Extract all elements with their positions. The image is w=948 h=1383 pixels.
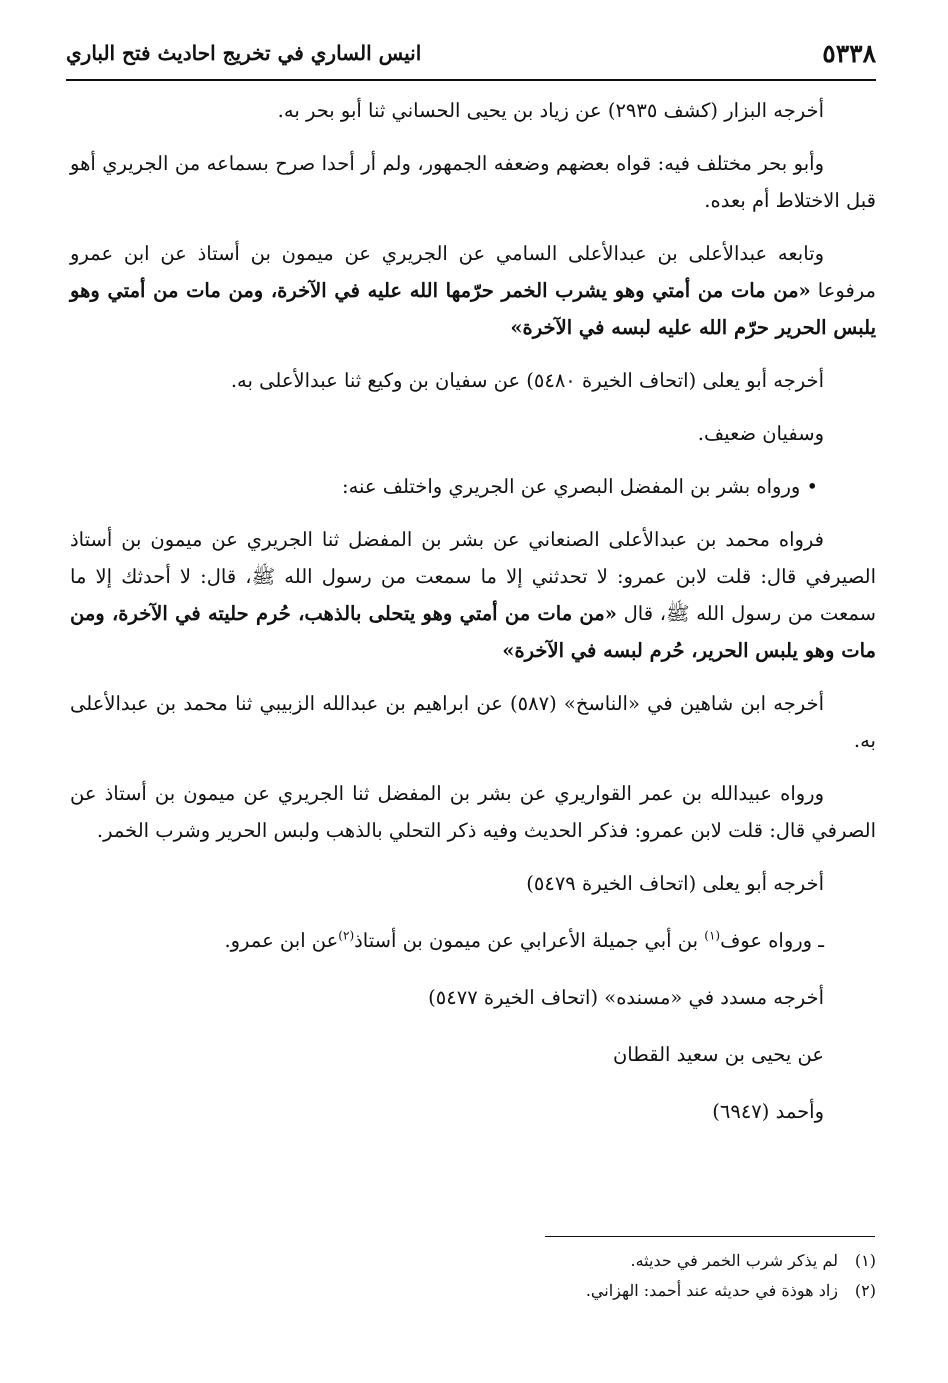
footnote-ref[interactable]: (١) [704,928,721,943]
paragraph: أخرجه أبو يعلى (اتحاف الخيرة ٥٤٨٠) عن سفيان بن وكيع ثنا عبدالأعلى به. [230,369,824,392]
paragraph: أخرجه مسدد في «مسنده» (اتحاف الخيرة ٥٤٧٧) [428,986,824,1009]
paragraph: عن يحيى بن سعيد القطان [612,1043,824,1066]
hadith-text: «من مات من أمتي وهو يشرب الخمر حرّمها الله عليه في الآخرة، ومن مات من أمتي وهو يلبس الحرير حرّم الله عليه لبسه في الآخرة» [70,279,876,339]
paragraph [70,922,876,959]
footnotes [70,1246,876,1306]
footnote-number: (٢) [854,1281,876,1300]
footnote-number: (١) [854,1251,876,1270]
paragraph: أخرجه أبو يعلى (اتحاف الخيرة ٥٤٧٩) [526,872,824,895]
paragraph-text: عن ابن عمرو. [224,929,339,952]
paragraph: ورواه عبيدالله بن عمر القواريري عن بشر بن المفضل ثنا الجريري عن ميمون بن أستاذ عن الصرفي قال: قلت لابن عمرو: فذكر الحديث وفيه ذكر التحلي بالذهب ولبس الحرير وشرب الخمر. [70,782,876,842]
hadith-text: «من مات من أمتي وهو يتحلى بالذهب، حُرم حليته في الآخرة، ومن مات وهو يلبس الحرير، حُرم لبسه في الآخرة» [70,602,876,662]
paragraph: وأحمد (٦٩٤٧) [712,1100,824,1123]
paragraph: أخرجه البزار (كشف ٢٩٣٥) عن زياد بن يحيى الحساني ثنا أبو بحر به. [277,99,824,122]
footnote-divider [545,1236,875,1237]
footnote-ref[interactable]: (٢) [338,928,355,943]
paragraph: وأبو بحر مختلف فيه: قواه بعضهم وضعفه الجمهور، ولم أر أحدا صرح بسماعه من الجريري أهو قبل الاختلاط أم بعده. [70,152,876,212]
footnote-text: زاد هوذة في حديثه عند أحمد: الهزاني. [585,1281,838,1300]
header-divider [66,79,876,81]
paragraph [70,521,876,669]
paragraph [70,235,876,346]
page-number: ٥٣٣٨ [822,38,876,68]
page-header [66,34,876,72]
main-text [70,92,876,1150]
paragraph-text: بن أبي جميلة الأعرابي عن ميمون بن أستاذ [354,929,705,952]
paragraph-text: فرواه محمد بن عبدالأعلى الصنعاني عن بشر بن المفضل ثنا الجريري عن ميمون بن أستاذ الصيرفي قال: قلت لابن عمرو: لا تحدثني إلا ما سمعت من رسول الله ﷺ، قال: لا أحدثك إلا ما سمعت من رسول الله ﷺ، قال [70,528,876,625]
paragraph: أخرجه ابن شاهين في «الناسخ» (٥٨٧) عن ابراهيم بن عبدالله الزبيبي ثنا محمد بن عبدالأعلى به. [70,692,876,752]
paragraph: وسفيان ضعيف. [697,422,824,445]
bullet-paragraph: • ورواه بشر بن المفضل البصري عن الجريري واختلف عنه: [342,475,818,498]
paragraph-text: وتابعه عبدالأعلى بن عبدالأعلى السامي عن الجريري عن ميمون بن أستاذ عن ابن عمرو مرفوعا [70,242,876,302]
paragraph-text: ـ ورواه عوف [720,929,824,952]
running-title: انيس الساري في تخريج احاديث فتح الباري [66,41,422,65]
footnote [70,1246,876,1276]
footnote-text: لم يذكر شرب الخمر في حديثه. [630,1251,838,1270]
footnote [70,1276,876,1306]
